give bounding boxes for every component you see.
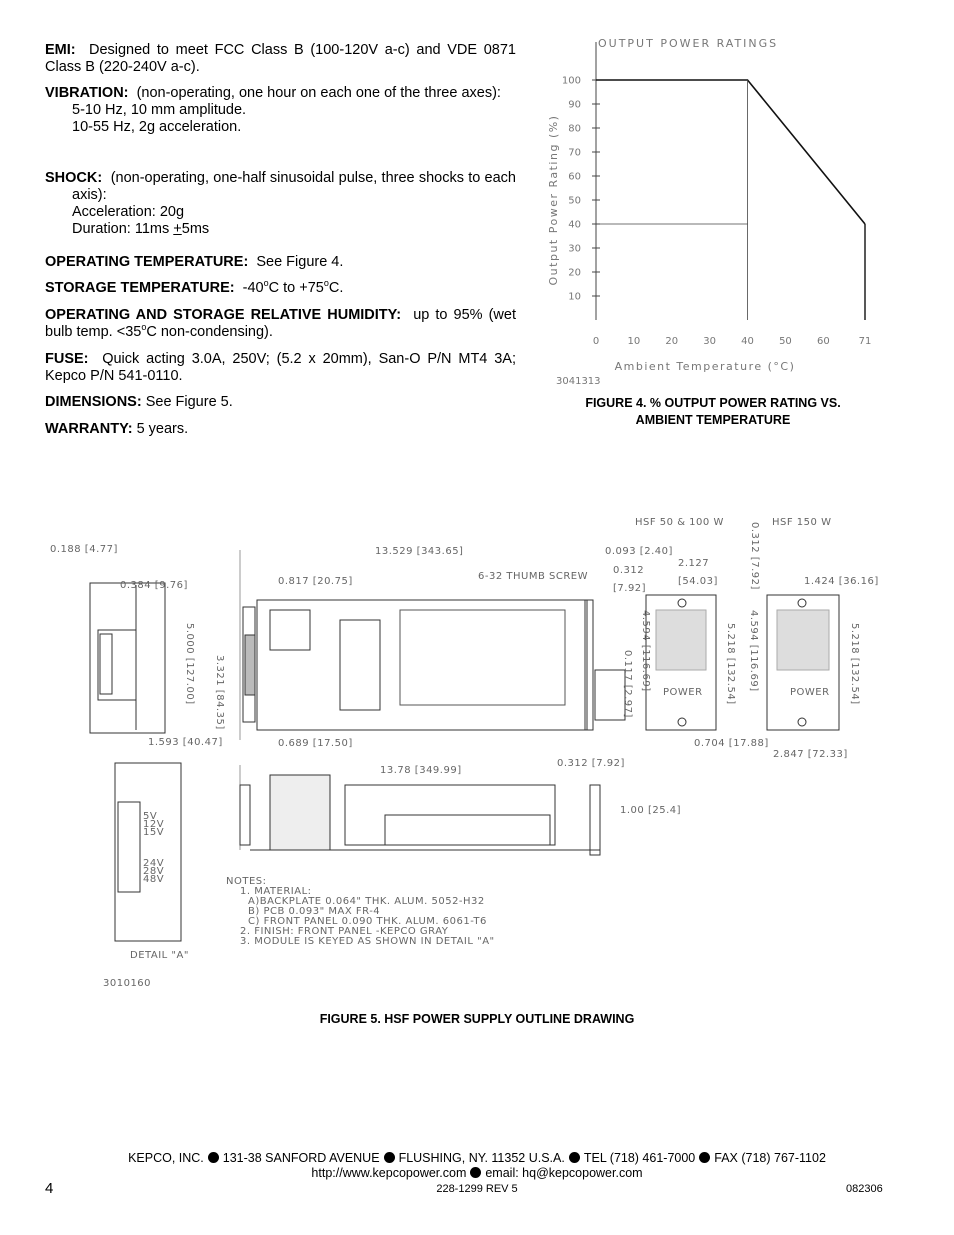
footer-contact xyxy=(0,1166,954,1180)
label-thumb-screw: 6-32 THUMB SCREW xyxy=(478,571,588,582)
chart-title: OUTPUT POWER RATINGS xyxy=(598,37,779,50)
output-power-chart xyxy=(540,30,900,390)
power-label-hsf50: POWER xyxy=(663,687,703,698)
dim-0817: 0.817 [20.75] xyxy=(278,576,353,587)
date-code: 082306 xyxy=(846,1183,883,1195)
detail-a xyxy=(115,763,181,941)
footer-address: KEPCO, INC. 131-38 SANFORD AVENUE FLUSHING, NY. 11352 U.S.A. TEL (718) 461-7000 FAX (718) 767-1102 xyxy=(128,1151,826,1165)
chart-ylabel: Output Power Rating (%) xyxy=(547,114,560,286)
figure4-caption: FIGURE 4. % OUTPUT POWER RATING VS. AMBIENT TEMPERATURE xyxy=(585,396,841,427)
dim-13529: 13.529 [343.65] xyxy=(375,546,464,557)
svg-text:48V: 48V xyxy=(143,874,165,885)
dim-2847: 2.847 [72.33] xyxy=(773,749,848,760)
spec-dimensions: DIMENSIONS: See Figure 5. xyxy=(45,394,233,410)
dim-0312a: 0.312 xyxy=(613,565,645,576)
x-tick-label: 71 xyxy=(858,336,872,347)
doc-number: 228-1299 REV 5 xyxy=(436,1183,518,1195)
footer-url[interactable]: http://www.kepcopower.com xyxy=(311,1166,467,1180)
dim-3321: 3.321 [84.35] xyxy=(214,655,225,730)
svg-text:24V: 24V xyxy=(143,858,165,869)
y-tick-label: 70 xyxy=(568,147,581,159)
outline-drawing xyxy=(40,510,910,995)
spec-emi: EMI: Designed to meet FCC Class B (100-120V a-c) and VDE 0871 Class B (220-240V a-c). xyxy=(45,42,516,75)
spec-fuse: FUSE: Quick acting 3.0A, 250V; (5.2 x 20mm), San-O P/N MT4 3A; Kepco P/N 541-0110. xyxy=(45,351,516,384)
dim-0689: 0.689 [17.50] xyxy=(278,738,353,749)
svg-text:12V: 12V xyxy=(143,819,165,830)
y-tick-label: 10 xyxy=(568,291,581,303)
x-tick-label: 50 xyxy=(779,336,792,347)
pcb-outline xyxy=(257,600,587,730)
dim-0704: 0.704 [17.88] xyxy=(694,738,769,749)
dim-0312v: 0.312 [7.92] xyxy=(749,522,760,590)
spec-operating-temperature: OPERATING TEMPERATURE: See Figure 4. xyxy=(45,254,344,270)
x-tick-label: 40 xyxy=(741,336,754,347)
dim-5218b: 5.218 [132.54] xyxy=(849,623,860,705)
spec-warranty: WARRANTY: 5 years. xyxy=(45,421,189,437)
front-panel-left xyxy=(90,583,165,733)
figure5-caption: FIGURE 5. HSF POWER SUPPLY OUTLINE DRAWING xyxy=(319,1012,635,1026)
svg-text:1. MATERIAL:: 1. MATERIAL: xyxy=(240,886,312,897)
x-tick-label: 60 xyxy=(816,336,830,347)
power-label-hsf150: POWER xyxy=(790,687,830,698)
derating-curve xyxy=(596,80,865,224)
chart-drawing-number: 3041313 xyxy=(556,376,601,387)
dim-5403: [54.03] xyxy=(678,576,718,587)
spec-storage-temperature: STORAGE TEMPERATURE: -40$^o$C to $+75^oC$. xyxy=(45,278,344,296)
label-hsf50: HSF 50 & 100 W xyxy=(635,517,724,528)
dim-0312b: [7.92] xyxy=(613,583,647,594)
spec-humidity: OPERATING AND STORAGE RELATIVE HUMIDITY: up to 95% (wet bulb temp. $<35^oC$ non-condensing). xyxy=(45,307,516,340)
svg-text:2. FINISH: FRONT PANEL -KEPCO: 2. FINISH: FRONT PANEL -KEPCO GRAY xyxy=(240,926,449,937)
y-tick-label: 20 xyxy=(568,267,581,279)
dim-1378: 13.78 [349.99] xyxy=(380,765,462,776)
footer-email[interactable]: email: hq@kepcopower.com xyxy=(485,1166,643,1180)
x-tick-label: 20 xyxy=(665,336,679,347)
chart-xlabel: Ambient Temperature (°C) xyxy=(614,360,796,373)
dim-0312c: 0.312 [7.92] xyxy=(557,758,625,769)
fig5-drawing-number: 3010160 xyxy=(103,978,152,989)
svg-text:B) PCB 0.093" MAX FR-4: B) PCB 0.093" MAX FR-4 xyxy=(248,906,381,917)
detail-a-label: DETAIL "A" xyxy=(130,950,189,961)
dim-4594b: 4.594 [116.69] xyxy=(748,610,759,692)
dim-0188: 0.188 [4.77] xyxy=(50,544,118,555)
svg-text:C) FRONT PANEL 0.090 THK. ALUM: C) FRONT PANEL 0.090 THK. ALUM. 6061-T6 xyxy=(248,916,487,927)
dim-5000: 5.000 [127.00] xyxy=(184,623,195,705)
page-number: 4 xyxy=(45,1180,54,1197)
y-tick-label: 90 xyxy=(568,99,581,111)
dim-1424: 1.424 [36.16] xyxy=(804,576,879,587)
drawing-notes xyxy=(226,876,495,947)
y-tick-label: 30 xyxy=(568,243,581,255)
y-tick-label: 100 xyxy=(561,75,581,87)
y-tick-label: 50 xyxy=(568,195,581,207)
label-hsf150: HSF 150 W xyxy=(772,517,832,528)
spec-vibration: VIBRATION: (non-operating, one hour on each one of the three axes): 5-10 Hz, 10 mm amplitude. 10-55 Hz, 2g acceleration. xyxy=(45,85,501,135)
dim-5218a: 5.218 [132.54] xyxy=(725,623,736,705)
x-tick-label: 30 xyxy=(703,336,717,347)
svg-text:A)BACKPLATE 0.064" THK. ALUM.: A)BACKPLATE 0.064" THK. ALUM. 5052-H32 xyxy=(248,896,485,907)
dim-1593: 1.593 [40.47] xyxy=(148,737,223,748)
dim-0117: 0.117 [2.97] xyxy=(622,650,633,718)
dim-2127: 2.127 xyxy=(678,558,710,569)
svg-text:28V: 28V xyxy=(143,866,165,877)
svg-text:5V: 5V xyxy=(143,811,158,822)
dim-100: 1.00 [25.4] xyxy=(620,805,682,816)
svg-text:NOTES:: NOTES: xyxy=(226,876,267,887)
dim-0384: 0.384 [9.76] xyxy=(120,580,188,591)
x-tick-label: 0 xyxy=(592,336,600,347)
spec-shock: SHOCK: (non-operating, one-half sinusoidal pulse, three shocks to each axis): Acceleration: 20g Duration: 11ms +5ms xyxy=(45,170,516,237)
svg-text:15V: 15V xyxy=(143,827,165,838)
y-tick-label: 40 xyxy=(568,219,581,231)
svg-text:3. MODULE IS KEYED AS SHOWN IN: 3. MODULE IS KEYED AS SHOWN IN DETAIL "A" xyxy=(240,936,495,947)
y-tick-label: 80 xyxy=(568,123,581,135)
y-tick-label: 60 xyxy=(568,171,581,183)
dim-4594a: 4.594 [116.69] xyxy=(640,610,651,692)
x-tick-label: 10 xyxy=(627,336,641,347)
dim-0093: 0.093 [2.40] xyxy=(605,546,673,557)
